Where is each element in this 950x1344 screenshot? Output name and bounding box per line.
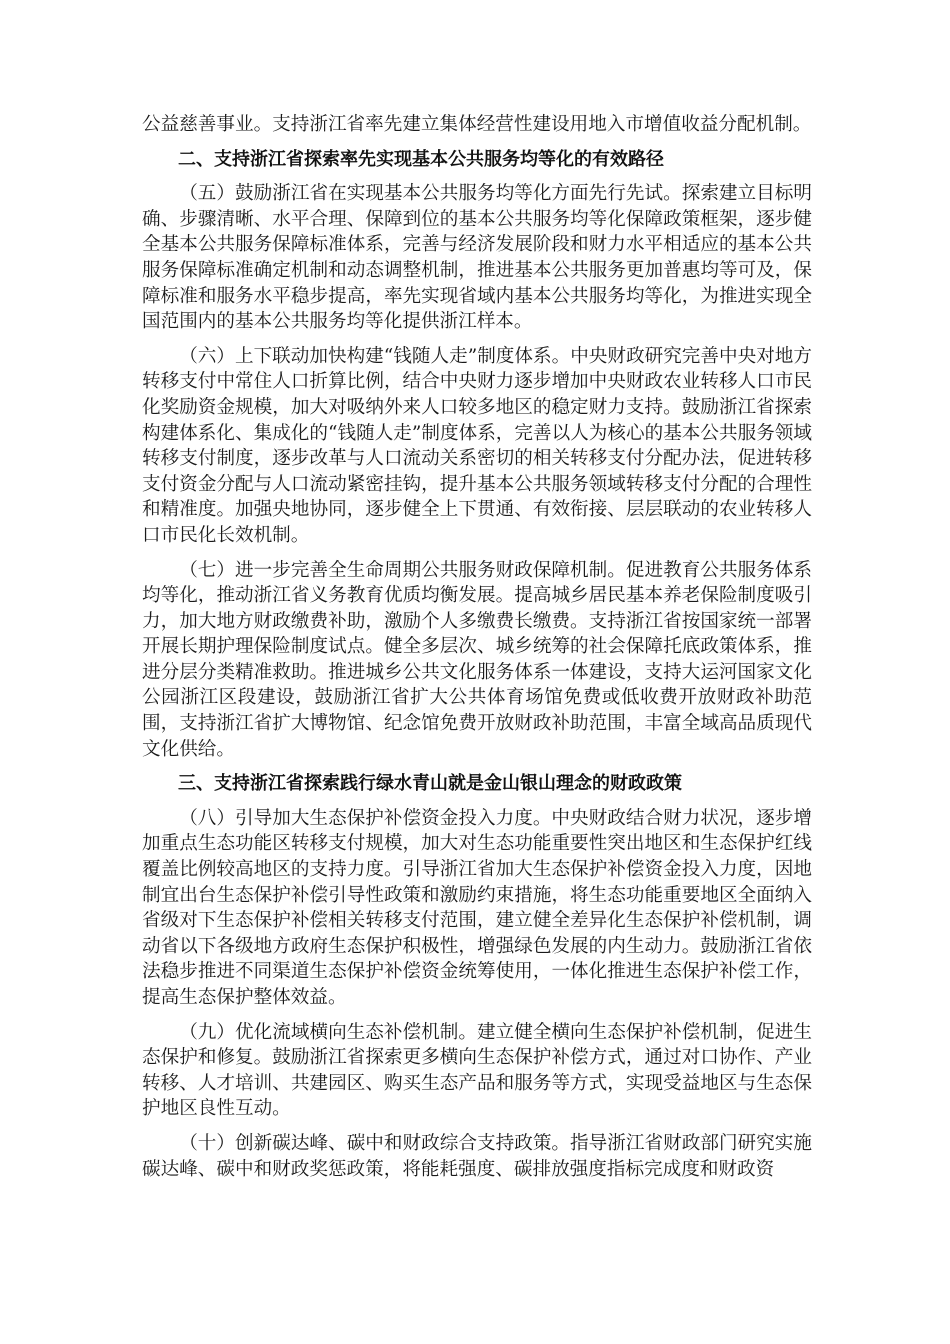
paragraph-item-9: （九）优化流域横向生态补偿机制。建立健全横向生态保护补偿机制，促进生态保护和修复。鼓励浙江省探索更多横向生态保护补偿方式，通过对口协作、产业转移、人才培训、共建园区、购买生态产品和服务等方式，实现受益地区与生态保护地区良性互动。 <box>142 1021 812 1120</box>
paragraph-item-5: （五）鼓励浙江省在实现基本公共服务均等化方面先行先试。探索建立目标明确、步骤清晰、水平合理、保障到位的基本公共服务均等化保障政策框架，逐步健全基本公共服务保障标准体系，完善与经济发展阶段和财力水平相适应的基本公共服务保障标准确定机制和动态调整机制，推进基本公共服务更加普惠均等可及，保障标准和服务水平稳步提高，率先实现省域内基本公共服务均等化，为推进实现全国范围内的基本公共服务均等化提供浙江样本。 <box>142 183 812 333</box>
section-heading-2: 二、支持浙江省探索率先实现基本公共服务均等化的有效路径 <box>178 148 664 170</box>
paragraph-item-8: （八）引导加大生态保护补偿资金投入力度。中央财政结合财力状况，逐步增加重点生态功能区转移支付规模，加大对生态功能重要性突出地区和生态保护红线覆盖比例较高地区的支持力度。引导浙江省加大生态保护补偿资金投入力度，因地制宜出台生态保护补偿引导性政策和激励约束措施，将生态功能重要地区全面纳入省级对下生态保护补偿相关转移支付范围，建立健全差异化生态保护补偿机制，调动省以下各级地方政府生态保护积极性，增强绿色发展的内生动力。鼓励浙江省依法稳步推进不同渠道生态保护补偿资金统筹使用，一体化推进生态保护补偿工作，提高生态保护整体效益。 <box>142 807 812 1008</box>
paragraph-item-7: （七）进一步完善全生命周期公共服务财政保障机制。促进教育公共服务体系均等化，推动浙江省义务教育优质均衡发展。提高城乡居民基本养老保险制度吸引力，加大地方财政缴费补助，激励个人多缴费长缴费。支持浙江省按国家统一部署开展长期护理保险制度试点。健全多层次、城乡统筹的社会保障托底政策体系，推进分层分类精准救助。推进城乡公共文化服务体系一体建设，支持大运河国家文化公园浙江区段建设，鼓励浙江省扩大公共体育场馆免费或低收费开放财政补助范围，支持浙江省扩大博物馆、纪念馆免费开放财政补助范围，丰富全域高品质现代文化供给。 <box>142 559 812 760</box>
document-body <box>142 112 812 1191</box>
section-heading-3: 三、支持浙江省探索践行绿水青山就是金山银山理念的财政政策 <box>178 773 682 795</box>
paragraph-item-10: （十）创新碳达峰、碳中和财政综合支持政策。指导浙江省财政部门研究实施碳达峰、碳中和财政奖惩政策，将能耗强度、碳排放强度指标完成度和财政资 <box>142 1132 812 1180</box>
paragraph-continued: 公益慈善事业。支持浙江省率先建立集体经营性建设用地入市增值收益分配机制。 <box>142 114 812 135</box>
paragraph-item-6: （六）上下联动加快构建“钱随人走”制度体系。中央财政研究完善中央对地方转移支付中常住人口折算比例，结合中央财力逐步增加中央财政农业转移人口市民化奖励资金规模，加大对吸纳外来人口较多地区的稳定财力支持。鼓励浙江省探索构建体系化、集成化的“钱随人走”制度体系，完善以人为核心的基本公共服务领域转移支付制度，逐步改革与人口流动关系密切的相关转移支付分配办法，促进转移支付资金分配与人口流动紧密挂钩，提升基本公共服务领域转移支付分配的合理性和精准度。加强央地协同，逐步健全上下贯通、有效衔接、层层联动的农业转移人口市民化长效机制。 <box>142 345 812 546</box>
